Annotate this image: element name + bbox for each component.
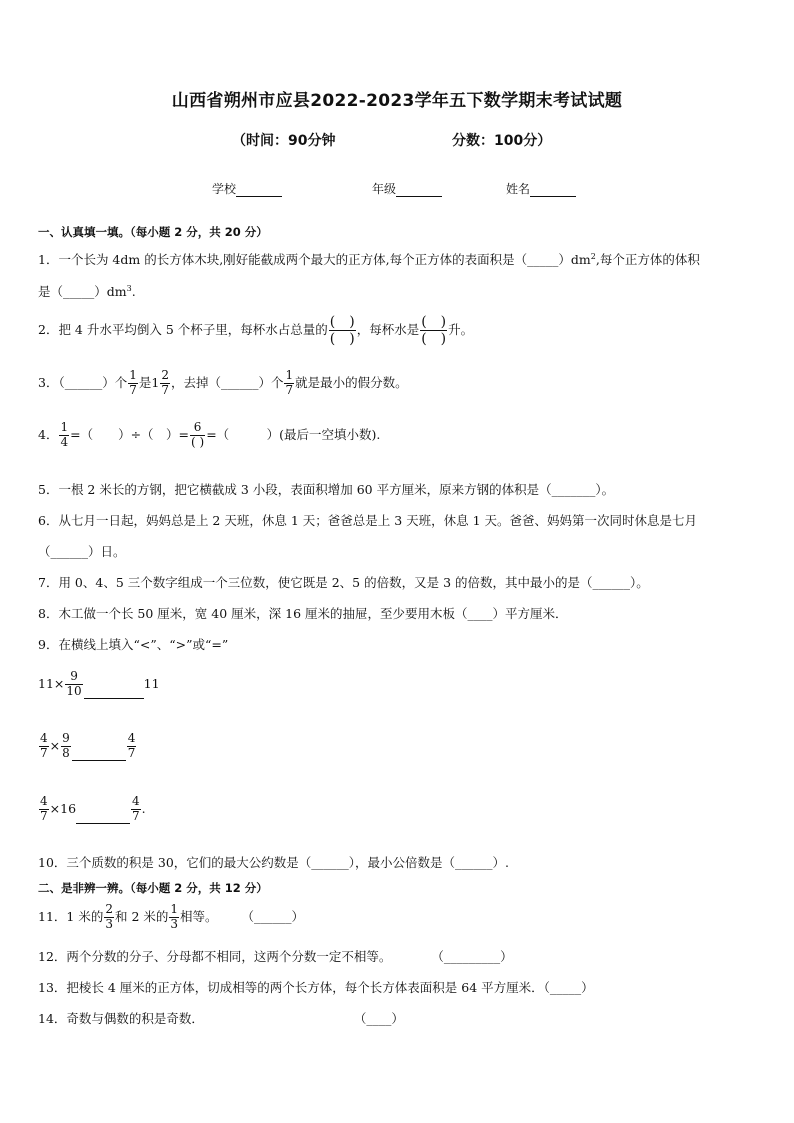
fraction: $\frac{1}{4}$: [60, 420, 69, 449]
fraction: $\frac{1}{3}$: [170, 902, 179, 931]
grade-label: 年级: [372, 182, 397, 196]
name-label: 姓名: [506, 182, 531, 196]
grade-field: [372, 180, 442, 197]
name-field: [506, 180, 576, 197]
question-9c: $\frac{4}{7}$ ×16 $\frac{4}{7}$ .: [40, 794, 146, 823]
fraction: $\frac{2}{7}$: [161, 368, 169, 397]
fraction: $\frac{4}{7}$: [127, 731, 136, 760]
fraction: $\frac{1}{7}$: [129, 368, 137, 397]
grade-blank[interactable]: [396, 184, 442, 197]
question-8: 8．木工做一个长 50 厘米，宽 40 厘米，深 16 厘米的抽屉，至少要用木板（____）平方厘米．: [38, 606, 568, 621]
fraction: $\frac{9}{8}$: [62, 731, 70, 760]
question-7: 7．用 0、4、5 三个数字组成一个三位数，使它既是 2、5 的倍数，又是 3 的倍数，其中最小的是（______）。: [38, 575, 649, 590]
question-5: 5．一根 2 米长的方钢，把它横截成 3 小段，表面积增加 60 平方厘米，原来方钢的体积是（_______）。: [38, 482, 615, 497]
answer-blank[interactable]: [84, 686, 144, 699]
question-12: 12．两个分数的分子、分母都不相同，这两个分数一定不相等。 （_________）: [38, 949, 513, 964]
section-2-heading: 二、是非辨一辨。（每小题 2 分，共 12 分）: [38, 881, 268, 895]
fraction: $\frac{4}{7}$: [40, 731, 48, 760]
exam-score: 分数：100分）: [452, 133, 552, 149]
answer-blank[interactable]: （_________）: [431, 949, 513, 964]
question-6-line-2: （______）日。: [38, 544, 126, 559]
fraction: $\frac{4}{7}$: [40, 794, 48, 823]
fraction: $\frac{1}{7}$: [285, 368, 294, 397]
question-13: 13．把棱长 4 厘米的正方体，切成相等的两个长方体，每个长方体表面积是 64 平方厘米．（_____）: [38, 980, 594, 995]
question-9a: 11× $\frac{9}{10}$ 11: [38, 669, 160, 698]
question-10: 10．三个质数的积是 30，它们的最大公约数是（______），最小公倍数是（______）.: [38, 855, 510, 870]
fraction: $\frac{4}{7}$: [132, 794, 140, 823]
question-11: 11．1 米的 $\frac{2}{3}$ 和 2 米的 $\frac{1}{3}$ 相等。 （______）: [38, 902, 305, 931]
question-3: 3．（______）个 $\frac{1}{7}$ 是1 $\frac{2}{7}$ ，去掉（______）个 $\frac{1}{7}$ 就是最小的假分数。: [38, 368, 408, 397]
exam-time: （时间：90分钟: [232, 133, 336, 149]
question-4: 4． $\frac{1}{4}$ =（ ）÷（ ）= $\frac{6}{( )}$ =（ ）(最后一空填小数).: [38, 420, 381, 449]
answer-blank[interactable]: [76, 811, 130, 824]
fraction: $\frac{2}{3}$: [105, 902, 113, 931]
fraction-blank[interactable]: $\frac{( )}{( )}$: [421, 314, 447, 348]
school-label: 学校: [212, 182, 237, 196]
question-6-line-1: 6．从七月一日起，妈妈总是上 2 天班，休息 1 天；爸爸总是上 3 天班，休息 1 天。爸爸、妈妈第一次同时休息是七月: [38, 513, 698, 528]
question-1-line-2: 是$(\_\_\_\_\_)dm^3$.: [38, 283, 136, 299]
answer-blank[interactable]: （____）: [353, 1011, 404, 1026]
fraction: $\frac{9}{10}$: [66, 669, 82, 698]
question-1-line-1: 1．一个长为 4dm 的长方体木块,刚好能截成两个最大的正方体,每个正方体的表面积是$(\_\_\_\_\_)dm^2$,每个正方体的体积: [38, 251, 700, 267]
school-blank[interactable]: [236, 184, 282, 197]
name-blank[interactable]: [530, 184, 576, 197]
fraction-blank[interactable]: $\frac{6}{( )}$: [191, 420, 205, 449]
question-14: 14．奇数与偶数的积是奇数． （____）: [38, 1011, 404, 1026]
question-9b: $\frac{4}{7}$ × $\frac{9}{8}$ $\frac{4}{7}$: [40, 731, 136, 760]
question-2: 2．把 4 升水平均倒入 5 个杯子里，每杯水占总量的 $\frac{( )}{( )}$ ，每杯水是 $\frac{( )}{( )}$ 升。: [38, 314, 474, 348]
fraction-blank[interactable]: $\frac{( )}{( )}$: [329, 314, 355, 348]
question-9: 9．在横线上填入“<”、“>”或“=”: [38, 637, 229, 652]
page-title: 山西省朔州市应县2022-2023学年五下数学期末考试试题: [171, 91, 623, 111]
school-field: [212, 180, 282, 197]
answer-blank[interactable]: [72, 748, 126, 761]
answer-blank[interactable]: （______）: [241, 908, 305, 924]
section-1-heading: 一、认真填一填。（每小题 2 分，共 20 分）: [38, 225, 268, 239]
